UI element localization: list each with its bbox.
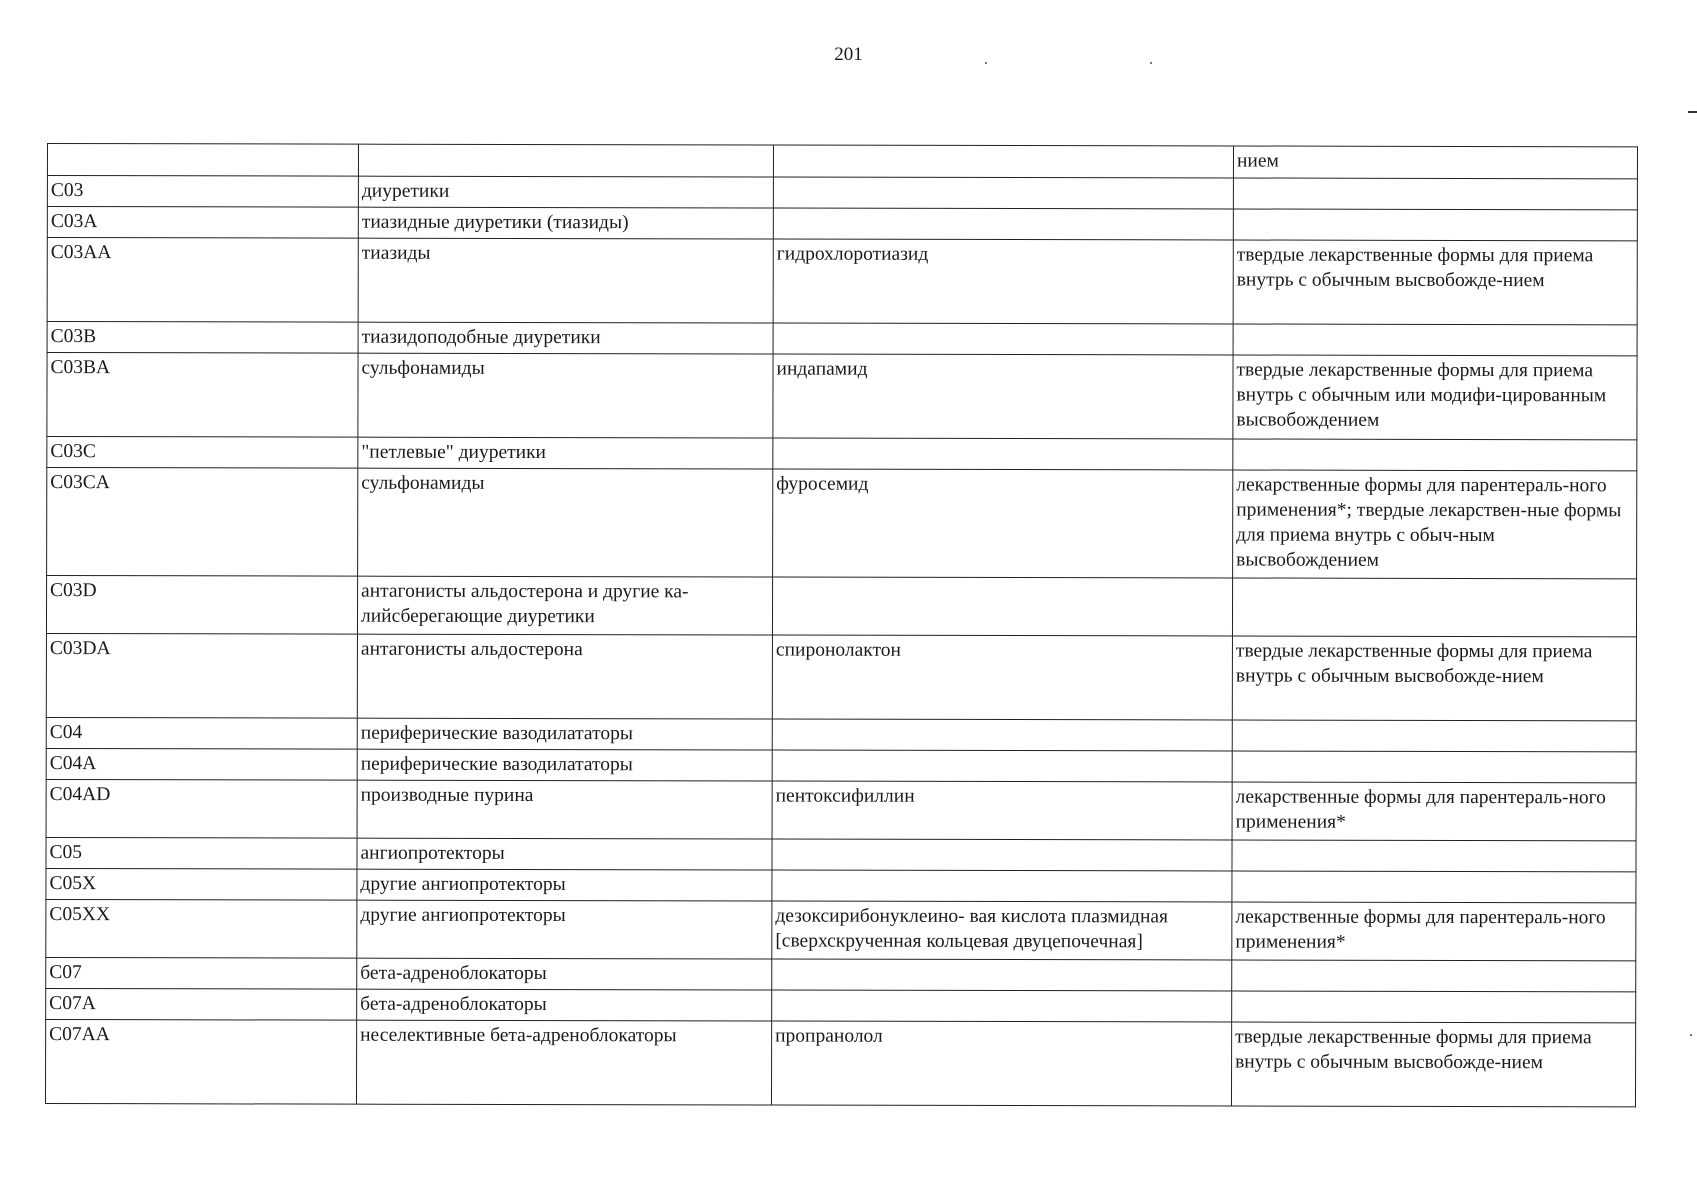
drug-name-cell: гидрохлоротиазид [773,239,1233,324]
dosage-form-cell [1232,720,1636,752]
drug-table [45,143,1638,1107]
anatomical-group-cell: "петлевые" диуретики [358,437,773,469]
table-row [47,176,1637,210]
anatomical-group-cell: неселективные бета-адреноблокаторы [356,1020,771,1105]
drug-name-cell [772,870,1232,902]
atc-code-cell: C03CA [47,468,358,577]
table-row [46,779,1636,840]
atc-code-cell: C04A [46,748,357,780]
drug-name-cell [773,177,1233,209]
drug-table-container [45,143,1637,1107]
dosage-form-cell: лекарственные формы для парентераль-ного применения* [1232,782,1636,841]
drug-name-cell [772,959,1232,991]
atc-code-cell: C03 [47,176,358,208]
anatomical-group-cell: сульфонамиды [358,353,773,438]
atc-code-cell: C03C [47,437,358,469]
atc-code-cell: C07AA [45,1019,356,1104]
drug-name-cell [773,438,1233,470]
anatomical-group-cell: ангиопротекторы [357,838,772,870]
dosage-form-cell: твердые лекарственные формы для приема внутрь с обычным высвобожде-нием [1231,1022,1635,1107]
dosage-form-cell: лекарственные формы для парентераль-ного применения*; твердые лекарствен-ные формы для приема внутрь с обыч-ным высвобождением [1233,470,1637,579]
dosage-form-cell [1232,840,1636,872]
table-row [46,899,1636,960]
drug-name-cell [773,208,1233,240]
atc-code-cell: C07 [46,957,357,989]
drug-name-cell [772,839,1232,871]
anatomical-group-cell: другие ангиопротекторы [357,900,772,959]
drug-name-cell: фуросемид [773,469,1233,578]
anatomical-group-cell: другие ангиопротекторы [357,869,772,901]
table-row [46,576,1636,637]
anatomical-group-cell: тиазидоподобные диуретики [358,322,773,354]
dosage-form-cell [1233,324,1637,356]
drug-name-cell: спиронолактон [772,635,1232,720]
drug-name-cell: дезоксирибонуклеино- вая кислота плазмидная [сверхскрученная кольцевая двуцепочечная] [772,901,1232,960]
anatomical-group-cell: периферические вазодилататоры [357,749,772,781]
dosage-form-cell: твердые лекарственные формы для приема внутрь с обычным высвобожде-нием [1232,636,1636,721]
table-row [46,868,1636,902]
atc-code-cell: C03BA [47,353,358,438]
table-row [46,837,1636,871]
atc-code-cell: C04 [46,717,357,749]
table-row [47,437,1637,471]
atc-code-cell: C03B [47,322,358,354]
anatomical-group-cell: бета-адреноблокаторы [357,989,772,1021]
dosage-form-cell [1232,871,1636,903]
drug-table-body [45,144,1637,1107]
atc-code-cell: C05X [46,868,357,900]
dosage-form-cell [1233,178,1637,210]
atc-code-cell: C03A [47,207,358,239]
anatomical-group-cell: сульфонамиды [358,468,773,577]
drug-name-cell [773,323,1233,355]
drug-name-cell [772,577,1232,636]
anatomical-group-cell: диуретики [358,176,773,208]
drug-name-cell [772,750,1232,782]
scan-speck [1690,1034,1692,1036]
dosage-form-cell [1232,751,1636,783]
anatomical-group-cell: бета-адреноблокаторы [357,958,772,990]
dosage-form-cell [1232,578,1636,637]
drug-name-cell [772,719,1232,751]
scan-speck [1150,62,1152,64]
anatomical-group-cell: антагонисты альдостерона [357,634,772,719]
table-row [45,1019,1635,1106]
dosage-form-cell: нием [1233,146,1637,179]
anatomical-group-cell: тиазидные диуретики (тиазиды) [358,207,773,239]
table-row [47,207,1637,241]
table-row [47,238,1637,325]
drug-name-cell: индапамид [773,354,1233,439]
page-number: 201 [834,44,863,65]
atc-code-cell: C03AA [47,238,358,323]
atc-code-cell: C04AD [46,779,357,838]
drug-name-cell: пропранолол [771,1021,1231,1106]
table-row [47,322,1637,356]
table-row [47,353,1637,440]
table-row [46,748,1636,782]
atc-code-cell [47,144,358,177]
atc-code-cell: C03DA [46,634,357,719]
dosage-form-cell [1233,209,1637,241]
table-row [47,468,1637,579]
anatomical-group-cell: периферические вазодилататоры [357,718,772,750]
anatomical-group-cell [358,144,773,177]
table-row [46,957,1636,991]
anatomical-group-cell: производные пурина [357,780,772,839]
scan-speck [985,62,987,64]
atc-code-cell: C03D [46,576,357,635]
atc-code-cell: C05 [46,837,357,869]
dosage-form-cell [1233,439,1637,471]
anatomical-group-cell: антагонисты альдостерона и другие ка-лийсберегающие диуретики [357,576,772,635]
table-row [46,634,1636,721]
drug-name-cell [772,990,1232,1022]
table-row [47,144,1637,179]
dosage-form-cell: твердые лекарственные формы для приема внутрь с обычным высвобожде-нием [1233,240,1637,325]
dosage-form-cell: твердые лекарственные формы для приема внутрь с обычным или модифи-цированным высвобождением [1233,355,1637,440]
page-edge-mark [1688,111,1697,113]
table-row [46,988,1636,1022]
atc-code-cell: C05XX [46,899,357,958]
drug-name-cell [773,145,1233,178]
atc-code-cell: C07A [46,988,357,1020]
dosage-form-cell [1232,960,1636,992]
table-row [46,717,1636,751]
dosage-form-cell: лекарственные формы для парентераль-ного применения* [1232,902,1636,961]
dosage-form-cell [1232,991,1636,1023]
drug-name-cell: пентоксифиллин [772,781,1232,840]
anatomical-group-cell: тиазиды [358,238,773,323]
